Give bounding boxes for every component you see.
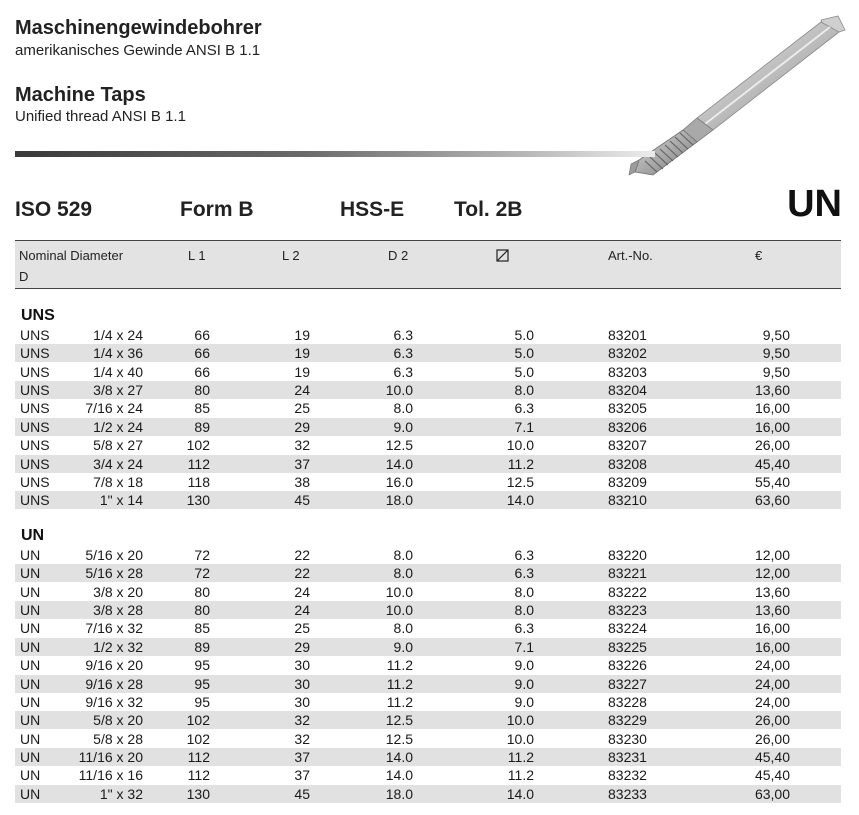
cell-sq: 10.0	[506, 730, 534, 747]
cell-d2: 14.0	[385, 455, 413, 472]
section-label: UNS	[21, 307, 55, 324]
table-row	[15, 675, 841, 693]
cell-l2: 29	[294, 638, 310, 655]
cell-size: 1/4 x 40	[93, 363, 143, 380]
cell-l2: 24	[294, 583, 310, 600]
cell-artno: 83202	[608, 345, 647, 362]
cell-artno: 83230	[608, 730, 647, 747]
cell-sq: 9.0	[514, 675, 534, 692]
table-row	[15, 766, 841, 784]
cell-size: 3/8 x 20	[93, 583, 143, 600]
cell-sq: 12.5	[506, 473, 534, 490]
table-row	[15, 785, 841, 803]
cell-sq: 7.1	[514, 418, 534, 435]
cell-artno: 83201	[608, 327, 647, 343]
cell-l2: 30	[294, 693, 310, 710]
cell-d2: 12.5	[385, 730, 413, 747]
cell-sq: 6.3	[514, 547, 534, 563]
cell-sq: 8.0	[514, 602, 534, 618]
cell-artno: 83220	[608, 547, 647, 563]
cell-artno: 83222	[608, 583, 647, 600]
cell-type: UN	[20, 785, 41, 802]
thread-code: UN	[787, 183, 842, 225]
cell-d2: 6.3	[393, 345, 413, 362]
page-subtitle-english: Unified thread ANSI B 1.1	[15, 108, 186, 125]
cell-l1: 95	[194, 693, 210, 710]
cell-size: 5/16 x 20	[85, 547, 143, 563]
cell-size: 7/16 x 24	[85, 400, 143, 417]
cell-price: 9,50	[762, 327, 790, 343]
cell-type: UNS	[20, 455, 50, 472]
cell-sq: 9.0	[514, 693, 534, 710]
cell-l1: 66	[194, 345, 210, 362]
cell-sq: 6.3	[514, 620, 534, 637]
cell-sq: 6.3	[514, 565, 534, 582]
cell-l2: 30	[294, 657, 310, 674]
cell-sq: 11.2	[507, 455, 534, 472]
cell-price: 24,00	[754, 657, 790, 674]
cell-price: 45,40	[754, 767, 790, 784]
cell-d2: 8.0	[393, 620, 413, 637]
cell-l1: 66	[194, 327, 210, 343]
cell-size: 9/16 x 20	[85, 657, 143, 674]
cell-sq: 8.0	[514, 382, 534, 399]
cell-artno: 83205	[608, 400, 647, 417]
cell-artno: 83221	[608, 565, 647, 582]
header-divider	[15, 151, 655, 157]
cell-artno: 83224	[608, 620, 647, 637]
cell-size: 3/8 x 27	[93, 382, 143, 399]
cell-d2: 14.0	[385, 748, 413, 765]
table-row	[15, 638, 841, 656]
cell-l1: 80	[194, 602, 210, 618]
table-row	[15, 491, 841, 509]
cell-l2: 32	[294, 437, 310, 454]
cell-price: 45,40	[754, 748, 790, 765]
cell-sq: 5.0	[514, 327, 534, 343]
cell-l1: 130	[186, 785, 210, 802]
table-row	[15, 656, 841, 674]
cell-artno: 83226	[608, 657, 647, 674]
table-row	[15, 344, 841, 362]
col-nominal-d: D	[19, 269, 29, 284]
cell-price: 63,60	[754, 492, 790, 509]
spec-form: Form B	[180, 198, 254, 221]
cell-size: 9/16 x 32	[85, 693, 143, 710]
cell-sq: 5.0	[514, 363, 534, 380]
cell-price: 16,00	[754, 620, 790, 637]
cell-l2: 37	[294, 767, 310, 784]
col-l2: L 2	[282, 248, 300, 263]
cell-l1: 72	[194, 547, 210, 563]
cell-artno: 83210	[608, 492, 647, 509]
cell-d2: 6.3	[393, 363, 413, 380]
spec-material: HSS-E	[340, 198, 405, 221]
table-row	[15, 583, 841, 601]
cell-d2: 11.2	[386, 693, 413, 710]
cell-sq: 10.0	[506, 712, 534, 729]
cell-type: UNS	[20, 327, 50, 343]
cell-size: 1/4 x 36	[93, 345, 143, 362]
cell-artno: 83231	[608, 748, 647, 765]
square-diameter-icon	[496, 249, 509, 262]
table-row	[15, 436, 841, 454]
cell-type: UNS	[20, 345, 50, 362]
cell-price: 13,60	[754, 602, 790, 618]
cell-artno: 83227	[608, 675, 647, 692]
cell-d2: 16.0	[385, 473, 413, 490]
cell-price: 12,00	[754, 565, 790, 582]
cell-sq: 14.0	[506, 785, 534, 802]
cell-size: 5/8 x 28	[93, 730, 143, 747]
cell-artno: 83232	[608, 767, 647, 784]
cell-price: 16,00	[754, 400, 790, 417]
spec-iso: ISO 529	[15, 198, 93, 221]
table-row	[15, 693, 841, 711]
cell-l2: 45	[294, 492, 310, 509]
cell-artno: 83207	[608, 437, 647, 454]
cell-l2: 37	[294, 455, 310, 472]
cell-type: UN	[20, 602, 41, 618]
cell-l2: 19	[294, 345, 310, 362]
cell-l1: 102	[186, 437, 210, 454]
cell-type: UNS	[20, 363, 50, 380]
cell-l1: 112	[187, 455, 210, 472]
cell-l2: 25	[294, 620, 310, 637]
cell-d2: 6.3	[393, 327, 413, 343]
cell-d2: 8.0	[393, 400, 413, 417]
cell-l1: 80	[194, 583, 210, 600]
cell-l1: 112	[187, 767, 210, 784]
cell-size: 5/8 x 20	[93, 712, 143, 729]
cell-type: UNS	[20, 492, 50, 509]
cell-artno: 83208	[608, 455, 647, 472]
cell-l2: 38	[294, 473, 310, 490]
cell-artno: 83225	[608, 638, 647, 655]
col-price: €	[755, 248, 763, 263]
table-row	[15, 546, 841, 564]
cell-l1: 102	[186, 730, 210, 747]
cell-price: 12,00	[754, 547, 790, 563]
table-row	[15, 473, 841, 491]
cell-l2: 24	[294, 382, 310, 399]
cell-size: 7/8 x 18	[93, 473, 143, 490]
cell-size: 1" x 14	[99, 492, 143, 509]
cell-sq: 7.1	[514, 638, 534, 655]
table-row	[15, 399, 841, 417]
cell-l2: 22	[294, 547, 310, 563]
cell-price: 24,00	[754, 675, 790, 692]
cell-type: UN	[20, 712, 41, 729]
cell-price: 16,00	[754, 418, 790, 435]
cell-type: UN	[20, 657, 41, 674]
cell-size: 7/16 x 32	[85, 620, 143, 637]
table-row	[15, 326, 841, 344]
cell-l2: 24	[294, 602, 310, 618]
page-subtitle-german: amerikanisches Gewinde ANSI B 1.1	[15, 42, 261, 59]
cell-type: UNS	[20, 437, 50, 454]
cell-l1: 130	[186, 492, 210, 509]
table-row	[15, 455, 841, 473]
cell-type: UNS	[20, 400, 50, 417]
cell-d2: 11.2	[386, 657, 413, 674]
cell-l1: 80	[194, 382, 210, 399]
cell-price: 26,00	[754, 712, 790, 729]
cell-d2: 11.2	[386, 675, 413, 692]
cell-sq: 10.0	[506, 437, 534, 454]
cell-price: 26,00	[754, 437, 790, 454]
col-l1: L 1	[188, 248, 206, 263]
col-square	[496, 248, 509, 263]
cell-l1: 85	[194, 400, 210, 417]
cell-l2: 45	[294, 785, 310, 802]
cell-type: UNS	[20, 418, 50, 435]
cell-d2: 18.0	[385, 785, 413, 802]
cell-l1: 66	[194, 363, 210, 380]
cell-d2: 8.0	[393, 547, 413, 563]
cell-sq: 11.2	[507, 767, 534, 784]
table-row	[15, 711, 841, 729]
cell-l2: 32	[294, 712, 310, 729]
cell-size: 5/8 x 27	[93, 437, 143, 454]
cell-d2: 8.0	[393, 565, 413, 582]
cell-type: UNS	[20, 473, 50, 490]
cell-size: 1" x 32	[99, 785, 143, 802]
cell-size: 1/4 x 24	[93, 327, 143, 343]
cell-type: UN	[20, 565, 41, 582]
table-row	[15, 730, 841, 748]
cell-sq: 8.0	[514, 583, 534, 600]
cell-l1: 95	[194, 675, 210, 692]
cell-artno: 83229	[608, 712, 647, 729]
table-row	[15, 381, 841, 399]
table-row	[15, 363, 841, 381]
cell-l2: 25	[294, 400, 310, 417]
cell-type: UN	[20, 638, 41, 655]
cell-d2: 10.0	[385, 602, 413, 618]
cell-sq: 9.0	[514, 657, 534, 674]
page-title-german: Maschinengewindebohrer	[15, 17, 262, 39]
cell-size: 3/8 x 28	[93, 602, 143, 618]
cell-type: UNS	[20, 382, 50, 399]
cell-price: 24,00	[754, 693, 790, 710]
table-row	[15, 619, 841, 637]
cell-d2: 14.0	[385, 767, 413, 784]
cell-size: 9/16 x 28	[85, 675, 143, 692]
cell-type: UN	[20, 675, 41, 692]
cell-price: 9,50	[762, 363, 790, 380]
cell-d2: 9.0	[393, 418, 413, 435]
cell-type: UN	[20, 730, 41, 747]
cell-price: 45,40	[754, 455, 790, 472]
cell-type: UN	[20, 767, 41, 784]
cell-type: UN	[20, 620, 41, 637]
cell-price: 13,60	[754, 583, 790, 600]
cell-l2: 29	[294, 418, 310, 435]
cell-l1: 89	[194, 638, 210, 655]
cell-type: UN	[20, 693, 41, 710]
cell-l1: 85	[194, 620, 210, 637]
table-row	[15, 748, 841, 766]
cell-artno: 83228	[608, 693, 647, 710]
cell-l2: 22	[294, 565, 310, 582]
table-row	[15, 418, 841, 436]
spec-tolerance: Tol. 2B	[454, 198, 523, 221]
cell-l2: 37	[294, 748, 310, 765]
cell-price: 55,40	[754, 473, 790, 490]
cell-type: UN	[20, 583, 41, 600]
cell-sq: 5.0	[514, 345, 534, 362]
col-art-no: Art.-No.	[608, 248, 653, 263]
table-row	[15, 564, 841, 582]
cell-artno: 83204	[608, 382, 647, 399]
cell-price: 26,00	[754, 730, 790, 747]
section-label: UN	[21, 527, 45, 544]
cell-l1: 72	[194, 565, 210, 582]
table-row	[15, 601, 841, 619]
cell-size: 1/2 x 24	[93, 418, 143, 435]
cell-size: 3/4 x 24	[93, 455, 143, 472]
cell-d2: 10.0	[385, 583, 413, 600]
cell-l1: 118	[187, 473, 210, 490]
cell-artno: 83223	[608, 602, 647, 618]
table-header	[15, 240, 841, 289]
cell-artno: 83233	[608, 785, 647, 802]
cell-size: 1/2 x 32	[93, 638, 143, 655]
cell-l2: 19	[294, 363, 310, 380]
cell-price: 9,50	[762, 345, 790, 362]
cell-l2: 19	[294, 327, 310, 343]
cell-artno: 83203	[608, 363, 647, 380]
cell-artno: 83206	[608, 418, 647, 435]
cell-d2: 12.5	[385, 437, 413, 454]
cell-size: 5/16 x 28	[85, 565, 143, 582]
cell-d2: 10.0	[385, 382, 413, 399]
cell-l1: 112	[187, 748, 210, 765]
cell-l1: 95	[194, 657, 210, 674]
machine-tap-image	[625, 12, 850, 182]
cell-sq: 6.3	[514, 400, 534, 417]
cell-type: UN	[20, 547, 41, 563]
cell-price: 13,60	[754, 382, 790, 399]
cell-sq: 11.2	[507, 748, 534, 765]
cell-size: 11/16 x 20	[78, 748, 143, 765]
cell-type: UN	[20, 748, 41, 765]
cell-d2: 12.5	[385, 712, 413, 729]
cell-l2: 30	[294, 675, 310, 692]
cell-l2: 32	[294, 730, 310, 747]
col-d2: D 2	[388, 248, 409, 263]
col-nominal-diameter: Nominal Diameter	[19, 248, 124, 263]
cell-size: 11/16 x 16	[78, 767, 143, 784]
cell-sq: 14.0	[506, 492, 534, 509]
cell-l1: 89	[194, 418, 210, 435]
cell-artno: 83209	[608, 473, 647, 490]
cell-d2: 18.0	[385, 492, 413, 509]
cell-d2: 9.0	[393, 638, 413, 655]
cell-l1: 102	[186, 712, 210, 729]
cell-price: 63,00	[754, 785, 790, 802]
page-title-english: Machine Taps	[15, 84, 146, 106]
cell-price: 16,00	[754, 638, 790, 655]
